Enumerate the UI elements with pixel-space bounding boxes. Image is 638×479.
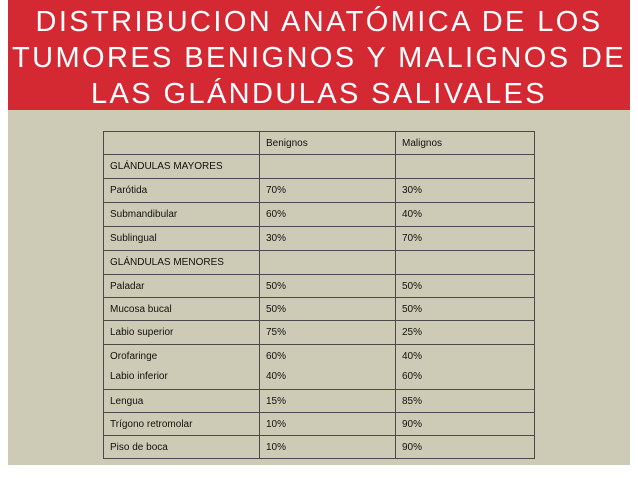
location-label: Paladar bbox=[104, 275, 260, 298]
benignos-cell: 15% bbox=[260, 390, 396, 413]
malignos-cell: 25% bbox=[396, 321, 535, 345]
table-row bbox=[104, 413, 535, 436]
section-label: GLÁNDULAS MENORES bbox=[104, 251, 260, 275]
malignos-cell: 40% bbox=[396, 203, 535, 227]
header-benignos: Benignos bbox=[260, 132, 396, 155]
distribution-table bbox=[103, 131, 535, 459]
location-label-cell bbox=[104, 345, 260, 390]
table-row bbox=[104, 436, 535, 459]
table-row bbox=[104, 203, 535, 227]
malignos-cell: 50% bbox=[396, 298, 535, 321]
malignos-cell bbox=[396, 155, 535, 179]
benignos-cell: 10% bbox=[260, 413, 396, 436]
location-label: Labio inferior bbox=[110, 371, 168, 382]
table-row bbox=[104, 227, 535, 251]
malignos-value: 60% bbox=[402, 371, 423, 382]
slide-title: DISTRIBUCION ANATÓMICA DE LOS TUMORES BENIGNOS Y MALIGNOS DE LAS GLÁNDULAS SALIVALES bbox=[12, 6, 626, 110]
benignos-cell bbox=[260, 155, 396, 179]
table-row bbox=[104, 179, 535, 203]
header-cell-empty bbox=[104, 132, 260, 155]
malignos-cell bbox=[396, 251, 535, 275]
malignos-cell: 90% bbox=[396, 436, 535, 459]
benignos-cell: 50% bbox=[260, 298, 396, 321]
benignos-cell bbox=[260, 251, 396, 275]
table-row-section bbox=[104, 251, 535, 275]
table-row bbox=[104, 275, 535, 298]
benignos-cell: 70% bbox=[260, 179, 396, 203]
location-label: Parótida bbox=[104, 179, 260, 203]
benignos-cell: 10% bbox=[260, 436, 396, 459]
benignos-cell: 60% bbox=[260, 203, 396, 227]
table-row bbox=[104, 298, 535, 321]
benignos-value: 40% bbox=[266, 371, 287, 382]
malignos-cell: 30% bbox=[396, 179, 535, 203]
malignos-cell: 90% bbox=[396, 413, 535, 436]
table-row-double bbox=[104, 345, 535, 390]
benignos-cell: 50% bbox=[260, 275, 396, 298]
benignos-cell: 75% bbox=[260, 321, 396, 345]
malignos-cell: 85% bbox=[396, 390, 535, 413]
location-label: Piso de boca bbox=[104, 436, 260, 459]
location-label: Mucosa bucal bbox=[104, 298, 260, 321]
malignos-cell bbox=[396, 345, 535, 390]
location-label: Lengua bbox=[104, 390, 260, 413]
location-label: Sublingual bbox=[104, 227, 260, 251]
malignos-cell: 50% bbox=[396, 275, 535, 298]
malignos-value: 40% bbox=[402, 351, 423, 362]
table-header-row bbox=[104, 132, 535, 155]
table-row bbox=[104, 390, 535, 413]
malignos-cell: 70% bbox=[396, 227, 535, 251]
benignos-cell bbox=[260, 345, 396, 390]
table-row-section bbox=[104, 155, 535, 179]
location-label: Labio superior bbox=[104, 321, 260, 345]
location-label: Trígono retromolar bbox=[104, 413, 260, 436]
benignos-cell: 30% bbox=[260, 227, 396, 251]
header-malignos: Malignos bbox=[396, 132, 535, 155]
section-label: GLÁNDULAS MAYORES bbox=[104, 155, 260, 179]
benignos-value: 60% bbox=[266, 351, 287, 362]
table-row bbox=[104, 321, 535, 345]
location-label: Orofaringe bbox=[110, 351, 158, 362]
location-label: Submandibular bbox=[104, 203, 260, 227]
